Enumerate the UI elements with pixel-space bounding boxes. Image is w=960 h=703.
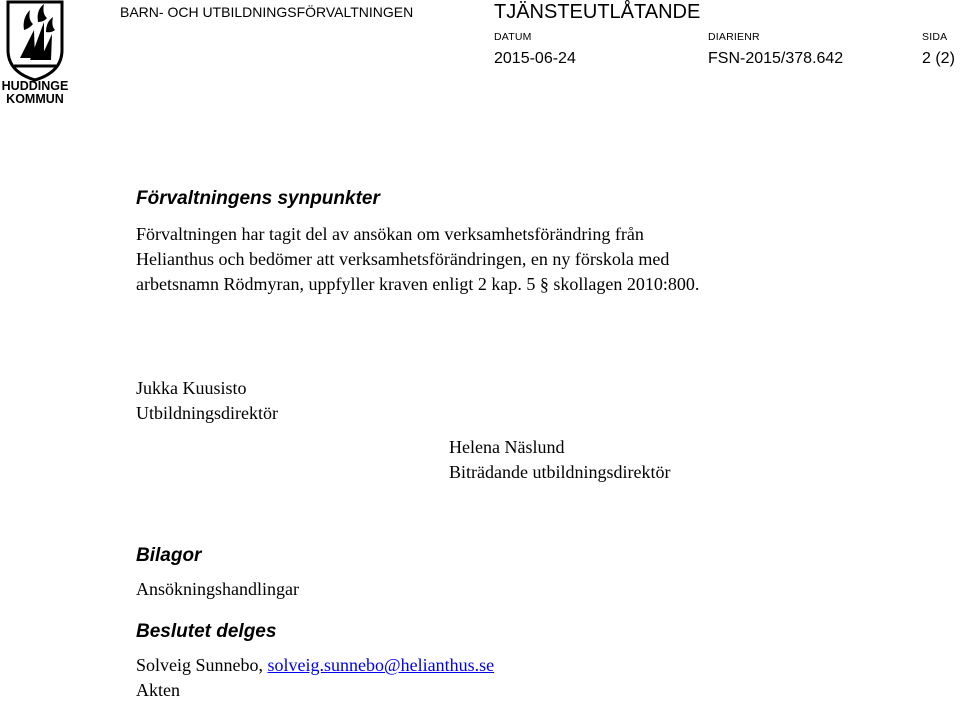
signatory-first (136, 376, 278, 426)
section-heading-distribution: Beslutet delges (136, 621, 277, 642)
diary-number-value: FSN-2015/378.642 (708, 50, 844, 67)
section-heading-views: Förvaltningens synpunkter (136, 188, 380, 209)
recipient-email-link[interactable]: solveig.sunnebo@helianthus.se (267, 655, 495, 675)
views-paragraph (136, 222, 856, 297)
distribution-recipient (136, 653, 494, 678)
municipality-logo (0, 0, 70, 108)
paragraph-line: Helianthus och bedömer att verksamhetsförändringen, en ny förskola med (136, 249, 670, 269)
diary-number-label: DIARIENR (708, 31, 760, 43)
logo-text-line1: HUDDINGE (1, 79, 69, 93)
signatory-name: Jukka Kuusisto (136, 378, 247, 398)
attachment-item: Ansökningshandlingar (136, 579, 299, 599)
document-type: TJÄNSTEUTLÅTANDE (494, 1, 701, 23)
date-value: 2015-06-24 (494, 50, 576, 67)
paragraph-line: Förvaltningen har tagit del av ansökan om verksamhetsförändring från (136, 224, 644, 244)
signatory-second (449, 435, 670, 485)
signatory-title: Biträdande utbildningsdirektör (449, 462, 671, 482)
signatory-name: Helena Näslund (449, 437, 565, 457)
paragraph-line: arbetsnamn Rödmyran, uppfyller kraven enligt 2 kap. 5 § skollagen 2010:800. (136, 274, 700, 294)
page-label: SIDA (922, 31, 948, 43)
recipient-name: Solveig Sunnebo, (136, 655, 268, 675)
logo-text-line2: KOMMUN (6, 92, 64, 106)
page-number: 2 (2) (922, 50, 955, 67)
organization-name: BARN- OCH UTBILDNINGSFÖRVALTNINGEN (120, 4, 414, 20)
distribution-archive: Akten (136, 680, 180, 700)
date-label: DATUM (494, 31, 532, 43)
section-heading-attachments: Bilagor (136, 545, 202, 566)
signatory-title: Utbildningsdirektör (136, 403, 278, 423)
coat-of-arms-icon (0, 0, 70, 82)
